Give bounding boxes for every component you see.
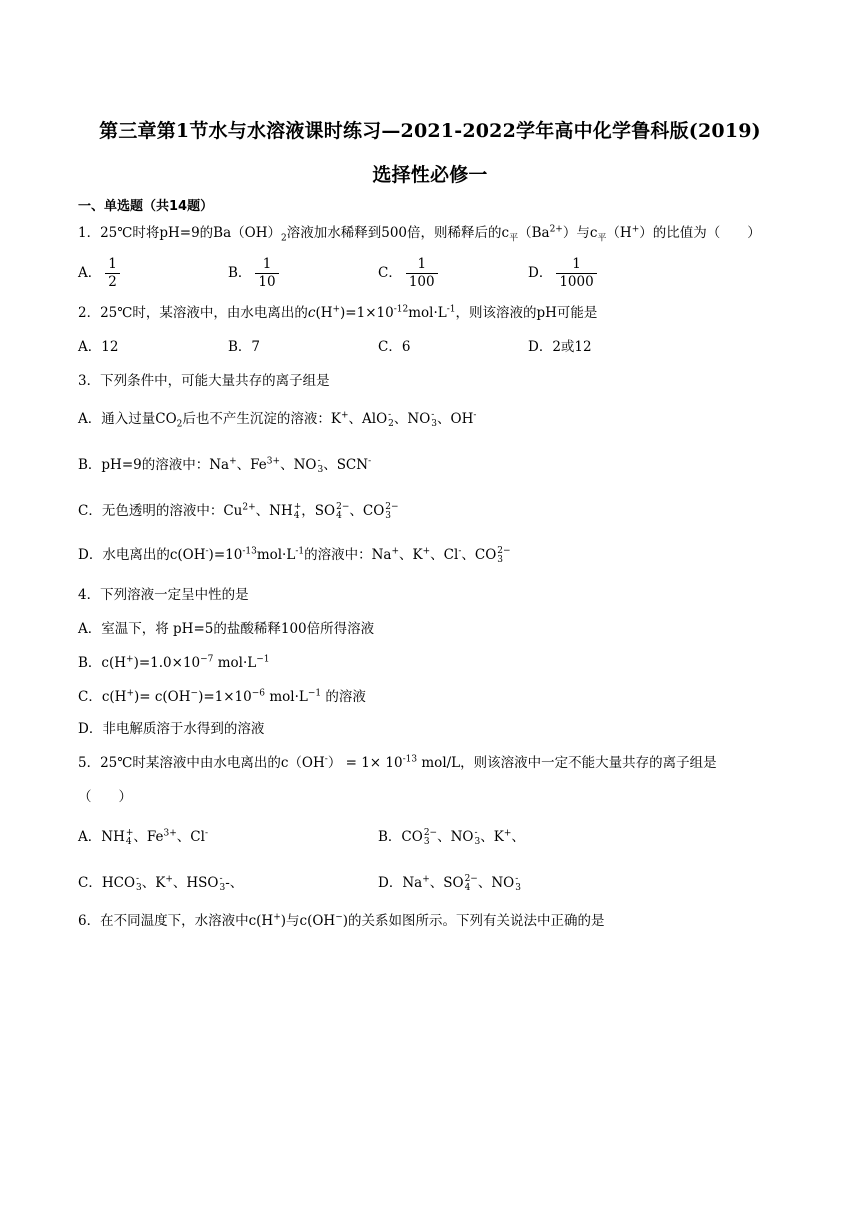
q2-option-a: A．12 [78,339,119,355]
q2-option-d: D．2或12 [528,339,592,355]
q5-paren: （ ） [78,789,132,805]
q4-option-b: B．$c(H^+)=1.0\times 10^{-7}$ $mol\cdot L^{-1}$ [78,654,270,671]
question-6-stem: 6．在不同温度下，水溶液中c(H+)与c(OH−)的关系如图所示。下列有关说法中正确的是 [78,912,605,929]
q1-option-d: D． $\frac{1}{1000}$ [528,256,597,291]
q2-option-c: C．6 [378,339,411,355]
question-3-stem: 3．下列条件中，可能大量共存的离子组是 [78,373,330,389]
doc-title-line2: 选择性必修一 [372,164,488,186]
question-5-stem: 5．25℃时某溶液中由水电离出的$c(OH^-) = 1\times 10^{-13}$ mol/L，则该溶液中一定不能大量共存的离子组是 [78,754,717,771]
q1-option-c: C． $\frac{1}{100}$ [378,256,438,291]
question-1-stem: 1．25℃时将pH=9的$Ba(OH)_2$溶液加水稀释到500倍，则稀释后的$c_平(Ba^{2+})$与$c_平(H^+)$的比值为（ ） [78,224,761,244]
section-heading: 一、单选题（共14题） [78,199,214,214]
q4-option-a: A．室温下，将 pH=5的盐酸稀释100倍所得溶液 [78,621,375,637]
q5-option-c: C．HCO - 3 、K+、HSO - 3 -、 [78,873,244,893]
question-4-stem: 4．下列溶液一定呈中性的是 [78,587,249,603]
q4-option-c: C．$c(H^+)= c(OH^-)=1\times 10^{-6}$ $mol\cdot L^{-1}$ 的溶液 [78,688,366,705]
doc-title-line1: 第三章第1节水与水溶液课时练习—2021-2022学年高中化学鲁科版(2019) [99,120,761,142]
q1-option-b: B． $\frac{1}{10}$ [228,256,279,291]
q3-option-d: D．水电离出的$c(OH^-)=10^{-13}mol\cdot L^{-1}$的溶液中：Na+、K+、Cl-、CO 2− 3 [78,545,511,565]
q3-option-b: B．pH=9的溶液中：Na+、$Fe^{3+}$、NO - 3 、SCN- [78,455,372,475]
question-2-stem: 2．25℃时，某溶液中，由水电离出的$c(H^+)=1\times 10^{-12}mol\cdot L^{-1}$，则该溶液的pH可能是 [78,304,598,321]
q5-option-b: B．CO 2− 3 、NO - 3 、K+、 [378,827,525,847]
q4-option-d: D．非电解质溶于水得到的溶液 [78,721,265,737]
q3-option-a: A．通入过量$CO_2$后也不产生沉淀的溶液：K+、AlO - 2 、NO - 3 、OH- [78,409,477,430]
q5-option-a: A．NH + 4 、$Fe^{3+}$、Cl- [78,827,208,847]
q3-option-c: C．无色透明的溶液中：$Cu^{2+}$、NH + 4 ，SO 2− 4 、CO 2− 3 [78,501,399,521]
q5-option-d: D．Na+、SO 2− 4 、NO - 3 [378,873,521,893]
q1-option-a: A． $\frac{1}{2}$ [78,256,120,291]
q2-option-b: B．7 [228,339,261,355]
